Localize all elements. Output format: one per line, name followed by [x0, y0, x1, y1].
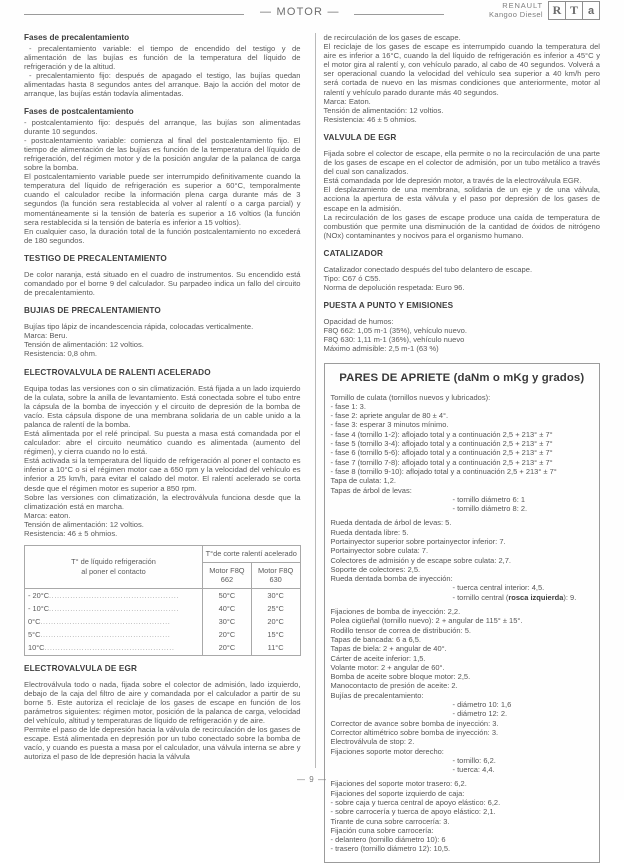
- torque-specs-title: PARES DE APRIETE (daNm o mKg y grados): [339, 371, 585, 384]
- cell-f8q630: 11°C: [251, 641, 300, 655]
- torque-line: Manocontacto de presión de aceite: 2.: [330, 681, 458, 691]
- torque-line: Tornillo de culata (tornillos nuevos y lubricados):: [330, 392, 491, 402]
- para-valvula-egr-comandada: Está comandada por lde depresión motor, a través de la electroválvula EGR.: [323, 176, 582, 186]
- torque-line: Tirante de cuna sobre carrocería: 3.: [330, 816, 450, 826]
- rta-logo-a: a: [587, 4, 595, 17]
- torque-specs-list: [331, 393, 594, 854]
- table-row: [25, 602, 301, 615]
- para-cont-marca: Marca: Eaton.: [323, 96, 371, 106]
- brand-model: Kangoo Diesel: [489, 9, 543, 19]
- th-temp-refrigeracion: [25, 546, 203, 589]
- cell-f8q662: 20°C: [203, 641, 252, 655]
- torque-line: - fase 5 (tornillo 3-4): aflojado total y a continuación 2,5 + 213° ± 7°: [330, 439, 553, 449]
- para-ralenti-tension: Tensión de alimentación: 12 voltios.: [24, 519, 144, 529]
- torque-line: Tapa de culata: 1,2.: [330, 476, 396, 486]
- table-row: [25, 628, 301, 641]
- cell-temp: - 10°C: [28, 603, 50, 613]
- cell-f8q662: 50°C: [203, 588, 252, 602]
- torque-line: Volante motor: 2 + angular de 60°.: [330, 662, 445, 672]
- torque-line: Portainyector superior sobre portainyector inferior: 7.: [330, 536, 506, 546]
- page-section-title: — MOTOR —: [260, 6, 340, 18]
- heading-bujias-precalentamiento: BUJIAS DE PRECALENTAMIENTO: [24, 306, 161, 316]
- column-container: [24, 33, 600, 854]
- brand-block: [489, 1, 600, 20]
- torque-line-sub: - tornillo diámetro 8: 2.: [452, 504, 528, 514]
- torque-line: - fase 2: apriete angular de 80 ± 4°.: [330, 411, 449, 421]
- torque-line-sub: - tornillo: 6,2.: [452, 755, 496, 765]
- torque-line: Fijaciones de bomba de inyección: 2,2.: [330, 607, 461, 617]
- torque-line: Fijación cuna sobre carrocería:: [330, 825, 434, 835]
- brand-make: RENAULT: [502, 0, 543, 10]
- para-bujias-marca: Marca: Beru.: [24, 331, 68, 341]
- para-catalizador-norma: Norma de depolución respetada: Euro 96.: [323, 283, 465, 293]
- para-ralenti-activacion: Está activada si la temperatura del líquido de refrigeración al poner el contacto es inferior a 10°C o si el régimen motor cae a 650 rpm y la velocidad del vehículo es inferior a 25 km/h, para evitar el calado del motor. El ralentí acelerado se corta desde que el régimen motor es superior a 850 rpm.: [24, 456, 301, 493]
- torque-line: - delantero (tornillo diámetro 10): 6: [330, 835, 446, 845]
- rta-logo-t: T: [566, 2, 583, 19]
- cell-f8q662: 40°C: [203, 602, 252, 615]
- torque-line: Rueda dentada bomba de inyección:: [330, 574, 453, 584]
- torque-line: - fase 3: esperar 3 minutos mínimo.: [330, 420, 449, 430]
- torque-line: Fijaciones soporte motor derecho:: [330, 746, 444, 756]
- torque-line: Fijaciones del soporte motor trasero: 6,2.: [330, 779, 467, 789]
- heading-testigo-precalentamiento: TESTIGO DE PRECALENTAMIENTO: [24, 253, 167, 263]
- table-header-row-1: [25, 546, 301, 563]
- torque-line: Tapas de árbol de levas:: [330, 485, 412, 495]
- para-bujias-resistencia: Resistencia: 0,8 ohm.: [24, 349, 98, 359]
- para-cont-reciclaje: El reciclaje de los gases de escape es interrumpido cuando la temperatura del aire es inferior a 16°C, cuando la del líquido de refrigeración es inferior a 45°C y el motor gira al ralentí y, con vehículo parado, al cabo de 40 segundos. Volverá a ser operacional cuando la velocidad del vehículo sea superior a 40 km/h pero será cortada de nuevo en las mismas condiciones que anteriormente, motor al ralentí y vehículo parado durante más 40 segundos.: [323, 42, 600, 97]
- torque-line: Tapas de bancada: 6 a 6,5.: [330, 634, 421, 644]
- para-catalizador-tipo: Tipo: C67 ó C55.: [323, 273, 381, 283]
- para-cont-tension: Tensión de alimentación: 12 voltios.: [323, 105, 444, 115]
- torque-line: - sobre caja y tuerca central de apoyo elástico: 6,2.: [330, 798, 501, 807]
- cell-f8q662: 20°C: [203, 628, 252, 641]
- torque-line: - fase 4 (tornillo 1-2): aflojado total y a continuación 2,5 + 213° ± 7°: [330, 429, 553, 439]
- torque-line: - fase 7 (tornillo 7-8): aflojado total y a continuación 2,5 + 213° ± 7°: [330, 457, 553, 467]
- dot-leader: .................................................: [40, 630, 171, 640]
- torque-line: Rodillo tensor de correa de distribución: 5.: [330, 625, 471, 635]
- para-opacidad-f8q630: F8Q 630: 1,11 m-1 (36%), vehículo nuevo: [323, 335, 465, 345]
- cell-temp: 10°C: [28, 643, 45, 653]
- cell-f8q630: 25°C: [251, 602, 300, 615]
- brand-text: [489, 2, 543, 19]
- para-cont-recirculacion: de recirculación de los gases de escape.: [323, 33, 461, 42]
- torque-line: Bomba de aceite sobre bloque motor: 2,5.: [330, 672, 471, 682]
- para-opacidad-f8q662: F8Q 662: 1,05 m-1 (35%), vehículo nuevo.: [323, 326, 468, 336]
- heading-electrovalvula-ralenti: ELECTROVALVULA DE RALENTI ACELERADO: [24, 367, 211, 377]
- heading-fases-postcalentamiento: Fases de postcalentamiento: [24, 106, 134, 116]
- torque-line: - fase 6 (tornillo 5-6): aflojado total y a continuación 2,5 + 213° ± 7°: [330, 448, 553, 458]
- table-row: [25, 588, 301, 602]
- table-row: [25, 641, 301, 655]
- torque-line: Tapas de biela: 2 + angular de 40°.: [330, 644, 447, 654]
- cell-f8q630: 20°C: [251, 615, 300, 628]
- cell-temp: 0°C: [28, 617, 41, 627]
- rta-logo: [548, 1, 600, 20]
- para-catalizador-conectado: Catalizador conectado después del tubo delantero de escape.: [323, 264, 533, 274]
- torque-line: Rueda dentada libre: 5.: [330, 527, 409, 537]
- table-corte-ralenti-acelerado: [24, 545, 301, 656]
- th-motor-f8q630: Motor F8Q 630: [251, 562, 300, 588]
- page-footer: — 9 —: [297, 775, 327, 784]
- para-opacidad-humos: Opacidad de humos:: [323, 317, 394, 327]
- cell-f8q630: 15°C: [251, 628, 300, 641]
- heading-electrovalvula-egr: ELECTROVALVULA DE EGR: [24, 663, 138, 673]
- torque-line: Colectores de admisión y de escape sobre culata: 2,7.: [330, 555, 512, 565]
- torque-line: - sobre carrocería y tuerca de apoyo elástico: 2,1.: [330, 807, 496, 817]
- torque-line: Fijaciones del soporte izquierdo de caja:: [330, 788, 465, 798]
- rta-logo-r: R: [549, 2, 566, 19]
- cell-f8q630: 30°C: [251, 588, 300, 602]
- para-ralenti-climatizacion: Sobre las versiones con climatización, la electroválvula funciona desde que la climatización está en marcha.: [24, 492, 301, 511]
- heading-puesta-punto-emisiones: PUESTA A PUNTO Y EMISIONES: [323, 301, 454, 311]
- page-header: [24, 0, 600, 30]
- column-divider: [315, 33, 316, 768]
- torque-line-sub: - tuerca: 4,4.: [452, 765, 495, 775]
- dot-leader: .................................................: [49, 590, 180, 600]
- para-opacidad-maximo: Máximo admisible: 2,5 m-1 (63 %): [323, 344, 439, 354]
- torque-line: Bujías de precalentamiento:: [330, 690, 424, 700]
- left-column: [24, 33, 309, 768]
- para-precalentamiento-fijo: - precalentamiento fijo: después de apagado el testigo, las bujías quedan alimentadas hasta 8 segundos antes del arranque. Bajo la acción del motor de arranque, las bujías están todavía alimentadas.: [24, 71, 301, 99]
- torque-line: Polea cigüeñal (tornillo nuevo): 2 + angular de 115° ± 15°.: [330, 616, 523, 626]
- para-postcalentamiento-variable: - postcalentamiento variable: comienza al final del postcalentamiento fijo. El tiempo de alimentación de las bujías es función de la temperatura del líquido de refrigeración, del régimen motor y de la posición angular de la palanca de carga sobre la bomba.: [24, 135, 301, 173]
- torque-line-sub: - tornillo central (rosca izquierda): 9.: [452, 592, 577, 602]
- para-valvula-egr-recirculacion: La recirculación de los gases de escape produce una caída de temperatura de combustión que permite una disminución de la cantidad de óxidos de nitrógeno (NOx) contaminantes y nocivos para el organismo humano.: [323, 212, 600, 240]
- torque-line: Rueda dentada de árbol de levas: 5.: [330, 518, 452, 528]
- torque-line: Corrector altimétrico sobre bomba de inyección: 3.: [330, 727, 499, 737]
- heading-valvula-egr: VALVULA DE EGR: [323, 132, 397, 142]
- para-postcalentamiento-interrupcion: El postcalentamiento variable puede ser interrumpido definitivamente cuando la temperatura del líquido de refrigeración es superior a 60°C, temporalmente cuando el calculador recibe la información plena carga durante más de 3 segundos (la función sera restablecida al volver al ralentí o a carga parcial) y momentáneamente si la tensión de batería es superior a 16 voltios (la función sera restablecida si la tensión de batería es inferior a 15 voltios).: [24, 172, 301, 227]
- para-postcalentamiento-fijo: - postcalentamiento fijo: después del arranque, las bujías son alimentadas durante 10 segundos.: [24, 117, 301, 136]
- para-egr-depresion: Permite el paso de lde depresión hacia la válvula de recirculación de los gases de escape. Está alimentada en depresión por un tubo conectado sobre la bomba de vacío, y cuando es puesta a masa por el calculador, una válvula interna se abre y autoriza el paso de lde depresión hacia la válvula: [24, 725, 301, 762]
- cell-temp: 5°C: [28, 630, 41, 640]
- torque-line-sub: - tuerca central interior: 4,5.: [452, 583, 545, 593]
- heading-fases-precalentamiento: Fases de precalentamiento: [24, 33, 130, 42]
- torque-line: - fase 1: 3.: [330, 401, 366, 411]
- para-bujias-tipo: Bujías tipo lápiz de incandescencia rápida, colocadas verticalmente.: [24, 322, 254, 332]
- torque-line: Corrector de avance sobre bomba de inyección: 3.: [330, 718, 499, 728]
- dot-leader: .................................................: [49, 603, 180, 613]
- th-group-corte: T°de corte ralentí acelerado: [203, 546, 300, 563]
- para-cont-resistencia: Resistencia: 46 ± 5 ohmios.: [323, 114, 417, 124]
- torque-line-sub: - tornillo diámetro 6: 1: [452, 494, 526, 504]
- para-ralenti-marca: Marca: eaton.: [24, 510, 71, 520]
- para-valvula-egr-membrana: El desplazamiento de una membrana, solidaria de un eje y de una válvula, acciona la apertura de esta válvula y el paso por depresión de los gases de escape en la admisión.: [323, 185, 600, 213]
- para-testigo: De color naranja, está situado en el cuadro de instrumentos. Su encendido está comandado por el borne 9 del calculador. Su parpadeo indica un fallo del circuito de precalentamiento.: [24, 269, 301, 298]
- dot-leader: .................................................: [40, 617, 171, 627]
- th-temp-line1: T° de líquido refrigeración: [71, 557, 156, 567]
- para-valvula-egr-fijada: Fijada sobre el colector de escape, ella permite o no la recirculación de una parte de los gases de escape en el colector de admisión, por un tubo metálico a través del cual son canalizados.: [323, 148, 600, 177]
- header-rule-left: [24, 14, 244, 15]
- torque-line: Soporte de colectores: 2,5.: [330, 564, 421, 574]
- th-motor-f8q662: Motor F8Q 662: [203, 562, 252, 588]
- torque-rosca-izquierda: rosca izquierda: [508, 592, 564, 602]
- right-column: [322, 33, 601, 854]
- torque-line: Electroválvula de stop: 2.: [330, 737, 415, 747]
- torque-specs-box: [324, 363, 601, 863]
- para-egr-electrovalvula: Electroválvula todo o nada, fijada sobre el colector de admisión, lado izquierdo, debajo de la caja del filtro de aire y comandada por el calculador a partir de su borne 5. Este autoriza el reciclaje de los gases de escape en función de los parámetros siguientes: régimen motor, posición de la palanca de carga, velocidad del vehículo, altitud y temperaturas de líquido de refrigeración y de aire.: [24, 679, 301, 726]
- torque-line-sub: - diámetro 10: 1,6: [452, 700, 512, 710]
- torque-line: Cárter de aceite inferior: 1,5.: [330, 653, 426, 663]
- para-ralenti-equipa: Equipa todas las versiones con o sin climatización. Está fijada a un lado izquierdo de la culata, sobre la anilla de levantamiento. Está conectada sobre el tubo entre la cápsula de la bomba de inyección y el circuito de depresión de la bomba de vacío. Esta cápsula dispone de una membrana solidaria de un cable unido a la palanca de ralentí de la bomba.: [24, 383, 301, 429]
- th-temp-line2: al poner el contacto: [81, 566, 146, 576]
- para-bujias-tension: Tensión de alimentación: 12 voltios.: [24, 340, 144, 350]
- torque-line: - fase 8 (tornillo 9-10): aflojado total y a continuación 2,5 + 213° ± 7°: [330, 466, 557, 476]
- table-row: [25, 615, 301, 628]
- para-precalentamiento-variable: - precalentamiento variable: el tiempo de encendido del testigo y de alimentación de las bujías es función de la temperatura del líquido de refrigeración y de la altitud.: [24, 44, 301, 72]
- cell-temp: - 20°C: [28, 590, 50, 600]
- cell-f8q662: 30°C: [203, 615, 252, 628]
- heading-catalizador: CATALIZADOR: [323, 248, 384, 258]
- dot-leader: .................................................: [44, 643, 175, 653]
- para-ralenti-alimentacion: Está alimentada por el relé principal. Su puesta a masa está comandada por el calculador: abre el circuito neumático cuando es alimentada (aumento del régimen), y cierra cuando no lo está.: [24, 429, 301, 457]
- para-ralenti-resistencia: Resistencia: 46 ± 5 ohmios.: [24, 529, 118, 539]
- torque-line-sub: - diámetro 12: 2.: [452, 709, 508, 719]
- para-postcalentamiento-duracion: En cualquier caso, la duración total de la función postcalentamiento no excederá de 180 segundos.: [24, 226, 301, 245]
- header-rule-right: [354, 14, 444, 15]
- torque-line: - trasero (tornillo diámetro 12): 10,5.: [330, 844, 451, 854]
- torque-line: Portainyector sobre culata: 7.: [330, 546, 429, 556]
